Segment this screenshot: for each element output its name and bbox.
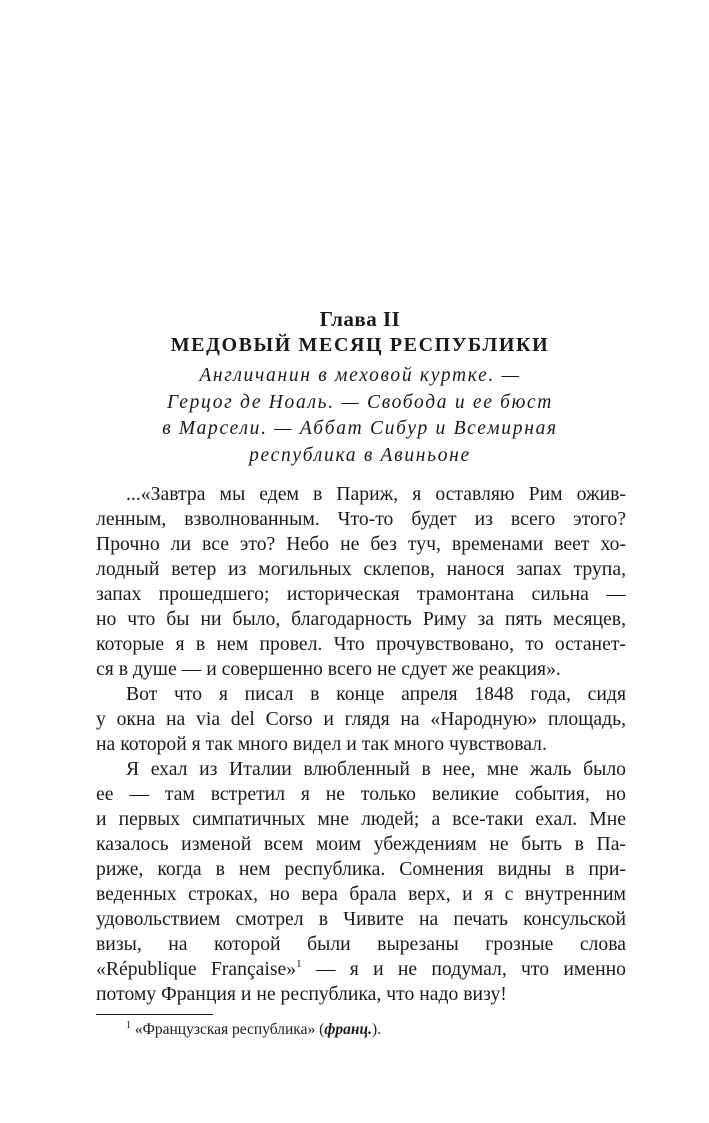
text-line: казалось изменой всем моим убеждениям не быть в Па- [96,833,626,855]
text-line: и первых симпатичных мне людей; а все-таки ехал. Мне [96,808,626,830]
chapter-summary-line: Англичанин в меховой куртке. — [199,365,521,386]
text-line: ленным, взволнованным. Что-то будет из всего этого? [96,508,626,530]
text-line: риже, когда в нем республика. Сомнения видны в при- [96,858,626,880]
text-line: которые я в нем провел. Что прочувствовано, то останет- [96,633,626,655]
chapter-summary-line: Герцог де Ноаль. — Свобода и ее бюст [167,391,553,413]
chapter-title: МЕДОВЫЙ МЕСЯЦ РЕСПУБЛИКИ [170,334,550,356]
footnote-text: «Французская республика» ( [134,1021,325,1038]
chapter-header [96,306,624,469]
footnote [126,1020,381,1040]
text-line-with-footnote [96,957,626,982]
text-line: ся в душе — и совершенно всего не сдует же реакция». [96,658,561,680]
chapter-number: Глава II [319,307,401,331]
text-line: запах прошедшего; историческая трамонтана сильна — [96,583,626,605]
footnote-reference[interactable]: 1 [296,958,302,970]
chapter-summary [96,363,624,469]
paragraph-2 [96,682,626,757]
text-line: веденных строках, но вера брала верх, и я с внутренним [96,883,626,905]
paragraph-1 [96,482,626,682]
text-line: но что бы ни было, благодарность Риму за пять месяцев, [96,608,626,630]
text-line: лодный ветер из могильных склепов, нанося запах трупа, [96,558,626,580]
text-segment: «République Française» [96,958,297,980]
text-line: удовольствием смотрел в Чивите на печать консульской [96,908,626,930]
text-line: визы, на которой были вырезаны грозные слова [96,933,626,955]
text-line: потому Франция и не республика, что надо визу! [96,983,507,1005]
paragraph-3 [96,757,626,1007]
text-line: ...«Завтра мы едем в Париж, я оставляю Рим ожив- [126,483,626,505]
text-segment: — я и не подумал, что именно [301,958,626,980]
footnote-abbreviation: франц. [324,1021,372,1038]
footnote-closing: ). [371,1021,382,1038]
text-line: на которой я так много видел и так много чувствовал. [96,733,547,755]
footnote-divider [96,1014,213,1015]
footnote-marker: 1 [126,1020,131,1031]
text-line: Я ехал из Италии влюбленный в нее, мне жаль было [126,758,626,780]
chapter-summary-line: республика в Авиньоне [249,444,471,466]
chapter-summary-line: в Марсели. — Аббат Сибур и Всемирная [162,418,558,439]
body-text [96,482,626,1007]
text-line: у окна на via del Corso и глядя на «Народную» площадь, [96,708,626,730]
text-line: ее — там встретил я не только великие события, но [96,783,626,805]
text-line: Вот что я писал в конце апреля 1848 года, сидя [126,683,626,705]
text-line: Прочно ли все это? Небо не без туч, временами веет хо- [96,533,626,555]
